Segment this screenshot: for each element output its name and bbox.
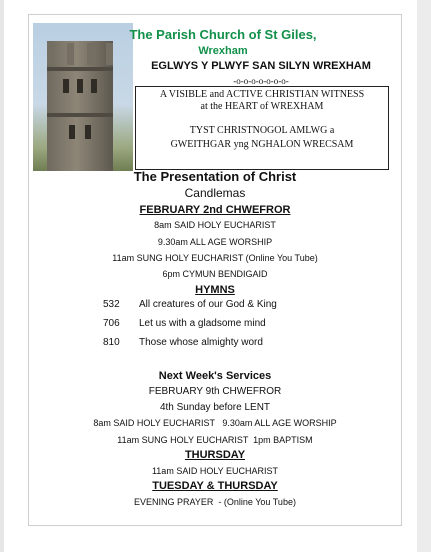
service-subtitle: Candlemas	[184, 186, 246, 200]
tower-window	[77, 79, 83, 93]
witness-box	[135, 86, 389, 170]
church-name: The Parish Church of St Giles,	[129, 27, 317, 42]
church-town: Wrexham	[198, 45, 248, 57]
next-week-line-1: 8am SAID HOLY EUCHARIST 9.30am ALL AGE WORSHIP	[93, 418, 337, 428]
thursday-line: 11am SAID HOLY EUCHARIST	[151, 466, 279, 476]
service-date: FEBRUARY 2nd CHWEFROR	[139, 204, 291, 216]
hymns-heading: HYMNS	[195, 284, 235, 296]
thursday-heading: THURSDAY	[184, 449, 246, 461]
tower-window	[85, 125, 91, 139]
right-scrollbar-area[interactable]	[417, 0, 431, 552]
hymn-title: Let us with a gladsome mind	[139, 318, 266, 329]
hymn-number: 810	[103, 337, 120, 348]
next-week-line-2: 11am SUNG HOLY EUCHARIST 1pm BAPTISM	[117, 435, 313, 445]
tower-window	[69, 125, 75, 139]
tower-shape	[47, 41, 113, 171]
pinnacle	[87, 43, 94, 65]
tower-band	[47, 67, 113, 71]
tower-window	[63, 79, 69, 93]
pinnacle	[67, 43, 74, 65]
tue-thu-heading: TUESDAY & THURSDAY	[152, 480, 278, 492]
witness-line-1: A VISIBLE and ACTIVE CHRISTIAN WITNESS	[159, 89, 365, 100]
next-week-occasion: 4th Sunday before LENT	[159, 402, 271, 413]
hymn-title: Those whose almighty word	[139, 337, 263, 348]
hymn-title: All creatures of our God & King	[139, 299, 277, 310]
service-item: 6pm CYMUN BENDIGAID	[162, 269, 268, 279]
left-margin	[0, 0, 4, 552]
service-title: The Presentation of Christ	[133, 169, 297, 184]
tower-band	[47, 113, 113, 117]
document-page	[28, 14, 402, 526]
hymn-number: 532	[103, 299, 120, 310]
service-item: 8am SAID HOLY EUCHARIST	[154, 220, 276, 230]
welsh-church-name: EGLWYS Y PLWYF SAN SILYN WREXHAM	[151, 60, 371, 72]
service-item: 9.30am ALL AGE WORSHIP	[157, 237, 273, 247]
welsh-witness-line-1: TYST CHRISTNOGOL AMLWG a	[189, 125, 335, 136]
next-week-date: FEBRUARY 9th CHWEFROR	[148, 386, 282, 397]
tue-thu-line: EVENING PRAYER - (Online You Tube)	[134, 497, 296, 507]
pinnacle	[47, 43, 54, 65]
service-item: 11am SUNG HOLY EUCHARIST (Online You Tube)	[112, 253, 318, 263]
witness-line-2: at the HEART of WREXHAM	[200, 101, 324, 112]
welsh-witness-line-2: GWEITHGAR yng NGHALON WRECSAM	[170, 139, 354, 150]
tower-window	[91, 79, 97, 93]
divider-text: -o-o-o-o-o-o-o-	[233, 76, 289, 86]
hymn-number: 706	[103, 318, 120, 329]
next-week-heading: Next Week's Services	[158, 370, 272, 382]
